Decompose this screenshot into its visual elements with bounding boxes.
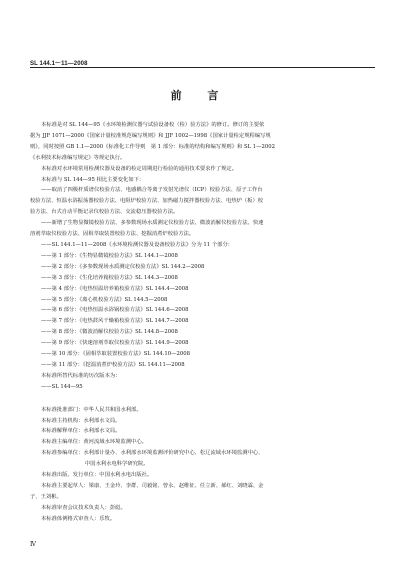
standard-code: SL 144.1～11—2008 [30,61,88,67]
part-item: ——第 2 部分：《多参数现场水质测定仪校验方法》SL 144.2—2008 [41,263,205,270]
page-number: Ⅳ [30,541,36,548]
page-title: 前 言 [170,89,230,102]
credit-line: 本标准出版、发行单位：中国水利水电出版社。 [41,472,153,479]
intro-line: 则》，同时按照 GB 1.1—2000《标准化工作导则 第 1 部分：标准的结构和编写规则》和 SL 1—2002 [30,143,275,150]
part-item: ——第 6 部分：《电热恒温水浴锅校验方法》SL 144.6—2008 [41,307,189,314]
part-item: ——第 1 部分：《生物显微镜校验方法》SL 144.1—2008 [41,252,178,259]
intro-line: 本标准与 SL 144—95 相比主要变化如下： [41,176,145,183]
intro-line: 验方法、台式自动平衡记录仪校验方法、交流稳压器校验方法。 [30,209,179,216]
credit-line: 本标准参编单位：水利部计量办、水利部水环境监测评价研究中心、松辽流域水环境监测中心、 [41,450,264,457]
intro-line: ——SL 144.1—11—2008《水环境检测仪器及设备校验方法》分为 11 个部分： [41,241,234,248]
credit-line: 子、王刘彬。 [30,493,62,500]
intro-line: 《水利技术标准编写规定》等规定执行。 [30,154,126,161]
intro-line: ——取消了四极杆质谱仪校验方法、电感耦合等离子发射光谱仪（ICP）校验方法、原子工作台 [41,187,263,194]
credit-line: 本标准主编单位：黄河流域水环境监测中心。 [41,439,147,446]
part-item: ——第 9 部分：《快速溶剂萃取仪校验方法》SL 144.9—2008 [41,340,189,347]
replaced-line: ——SL 144—95 [41,383,83,390]
header-rule [30,67,375,68]
replaced-line: 本标准所替代标准的历次版本为： [41,372,121,379]
document-body [30,120,375,525]
section-gap [30,393,375,405]
credit-line: 本标准主要起草人：梁康、王金玲、李群、司毅铭、曾永、赵维征、任立新、郝红、刘晓霖、金 [41,483,264,489]
credit-line: 本标准体例格式审查人：乐牧。 [41,515,116,522]
part-item: ——第 7 部分：《电热鼓风干燥箱校验方法》SL 144.7—2008 [41,318,189,325]
intro-line: 据为 JJF 1071—2000《国家计量校准规范编写规则》和 JJF 1002—1998《国家计量检定规程编写规 [30,132,271,139]
part-item: ——第 10 部分：《固相萃取装置校验方法》SL 144.10—2008 [41,351,190,358]
intro-line: 本标准对水环境常用检测仪器及设备的检定周期进行检验的通用技术要求作了规定。 [41,165,237,172]
credit-line: 本标准批准部门：中华人民共和国水利部。 [41,406,142,413]
credit-line: 本标准解释单位：水利部水文局。 [41,428,121,435]
part-item: ——第 5 部分：《离心机校验方法》SL 144.5—2008 [41,296,168,303]
intro-line: 溶剂萃取仪校验方法、固相萃取装置校验方法、挖掘消煮炉校验方法。 [30,231,195,238]
part-item: ——第 3 部分：《生化培养箱校验方法》SL 144.3—2008 [41,274,178,281]
intro-line: 校验方法、恒温水浴振荡器校验方法、电阻炉校验方法、加热磁力搅拌器校验方法、电热炉（板）校 [30,198,264,205]
part-item: ——第 8 部分：《微波消解仪校验方法》SL 144.8—2008 [41,329,178,336]
intro-line: 本标准是对 SL 144—95《水环境检测仪器与试验设备校（检）验方法》的修订。修订的主要依 [41,122,265,128]
credit-line: 本标准主持机构：水利部水文局。 [41,417,121,424]
credit-line: 中国水利水电科学研究院。 [85,461,149,468]
intro-line: ——新增了生物显微镜校验方法、多参数现场水质测定仪校验方法、微波消解仪校验方法、快速 [41,220,264,227]
part-item: ——第 4 部分：《电热恒温培养箱校验方法》SL 144.4—2008 [41,285,189,292]
part-item: ——第 11 部分：《挖温消煮炉校验方法》SL 144.11—2008 [41,361,185,368]
credit-line: 本标准审查会议技术负责人：彭彪。 [41,504,126,511]
